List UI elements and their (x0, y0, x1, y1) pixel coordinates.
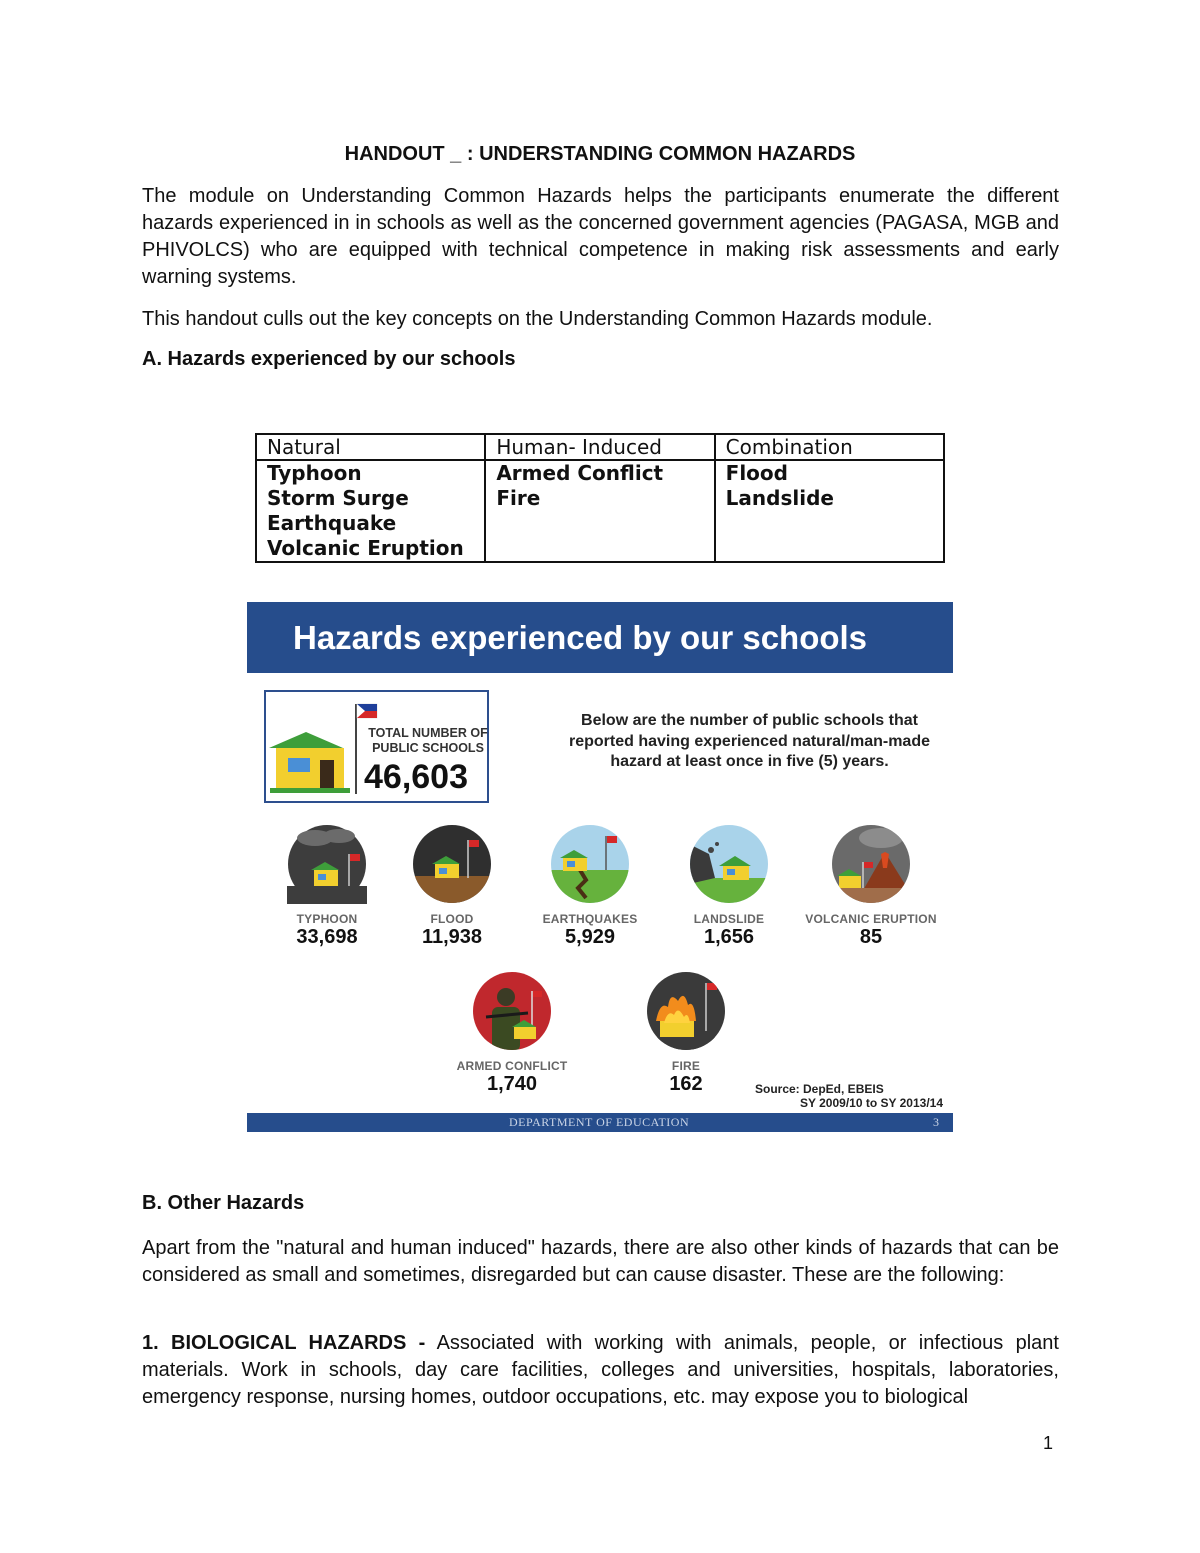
armed-conflict-icon (472, 971, 552, 1051)
hazard-value: 11,938 (421, 926, 483, 948)
section-b-heading: B. Other Hazards (142, 1192, 305, 1214)
hazard-fire (606, 971, 766, 1095)
biological-hazards-heading: 1. BIOLOGICAL HAZARDS - (142, 1332, 426, 1354)
hazard-table (255, 433, 945, 563)
header-human-induced: Human- Induced (485, 434, 714, 460)
hazard-label: FLOOD (430, 912, 474, 926)
biological-hazards-paragraph (142, 1330, 1059, 1411)
natural-item: Earthquake (267, 511, 397, 535)
combination-item: Landslide (725, 486, 834, 510)
hazard-value: 162 (669, 1073, 703, 1095)
human-induced-item: Armed Conflict (496, 461, 664, 485)
flood-icon (412, 824, 492, 904)
page-number: 1 (1043, 1433, 1054, 1453)
landslide-icon (689, 824, 769, 904)
hazard-value: 1,740 (486, 1073, 538, 1095)
hazard-armed-conflict (432, 971, 592, 1095)
hazard-table-row (256, 460, 944, 562)
header-natural: Natural (256, 434, 485, 460)
infographic-source (755, 1082, 943, 1110)
section-a-heading: A. Hazards experienced by our schools (142, 348, 516, 370)
infographic-description: Below are the number of public schools that reported having experienced natural/man-made hazard at least once in five (5) years. (569, 712, 930, 770)
hazard-earthquakes (510, 824, 670, 948)
infographic-footer (247, 1113, 953, 1132)
human-induced-item: Fire (496, 486, 541, 510)
volcano-icon (831, 824, 911, 904)
footer-slide-number: 3 (933, 1115, 939, 1129)
source-line-1: Source: DepEd, EBEIS (755, 1082, 884, 1096)
hazard-landslide (649, 824, 809, 948)
intro-paragraph: The module on Understanding Common Hazards helps the participants enumerate the different hazards experienced in in schools as well as the concerned government agencies (PAGASA, MGB and PHIVOLCS) who are equipped with technical competence in making risk assessments and early warning systems. (142, 185, 1059, 288)
total-schools-box (264, 690, 489, 803)
header-combination: Combination (715, 434, 944, 460)
natural-item: Typhoon (267, 461, 362, 485)
hazard-value: 33,698 (296, 926, 358, 948)
combination-cell (715, 460, 944, 562)
other-hazards-paragraph: Apart from the "natural and human induced" hazards, there are also other kinds of hazards that can be considered as small and sometimes, disregarded but can cause disaster. These are the following: (142, 1237, 1059, 1286)
infographic-banner: Hazards experienced by our schools (247, 602, 953, 673)
hazard-label: LANDSLIDE (693, 912, 765, 926)
hazard-value: 5,929 (564, 926, 616, 948)
total-schools-value: 46,603 (364, 758, 468, 796)
hazard-label: EARTHQUAKES (542, 912, 638, 926)
hazard-value: 85 (859, 926, 883, 948)
natural-item: Volcanic Eruption (267, 536, 464, 560)
earthquake-icon (550, 824, 630, 904)
typhoon-icon (287, 824, 367, 904)
natural-cell (256, 460, 485, 562)
hazards-infographic (247, 602, 953, 1132)
summary-paragraph: This handout culls out the key concepts on the Understanding Common Hazards module. (142, 308, 933, 330)
hazard-value: 1,656 (703, 926, 755, 948)
hazard-volcanic-eruption (791, 824, 951, 948)
natural-item: Storm Surge (267, 486, 409, 510)
combination-item: Flood (725, 461, 788, 485)
hazard-table-header-row (256, 434, 944, 460)
fire-icon (646, 971, 726, 1051)
hazard-label: TYPHOON (296, 912, 358, 926)
document-title: HANDOUT _ : UNDERSTANDING COMMON HAZARDS (344, 143, 856, 165)
footer-department: DEPARTMENT OF EDUCATION (509, 1115, 690, 1129)
biological-hazards-text: Associated with working with animals, people, or infectious plant materials. Work in schools, day care facilities, colleges and universities, hospitals, laboratories, emergency response, nursing homes, outdoor occupations, etc. may expose you to biological (142, 1332, 1059, 1408)
hazard-flood (372, 824, 532, 948)
total-schools-label: TOTAL NUMBER OF PUBLIC SCHOOLS (368, 726, 488, 755)
source-line-2: SY 2009/10 to SY 2013/14 (800, 1096, 943, 1110)
hazard-label: VOLCANIC ERUPTION (805, 912, 937, 926)
human-induced-cell (485, 460, 714, 562)
hazard-label: FIRE (671, 1059, 701, 1073)
hazard-label: ARMED CONFLICT (456, 1059, 568, 1073)
